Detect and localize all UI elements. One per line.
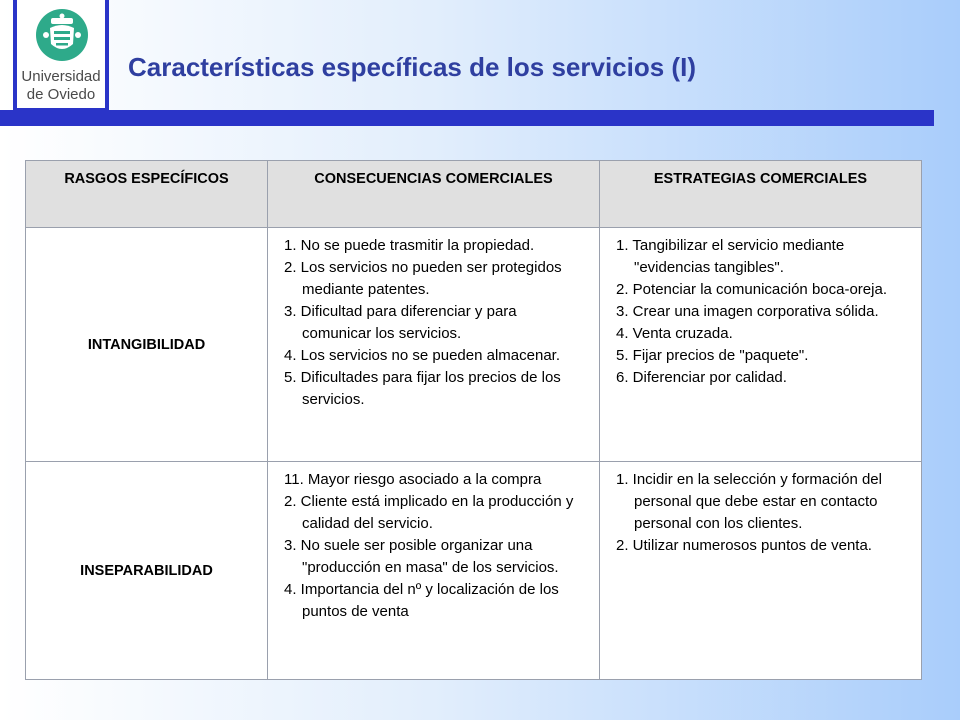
- list-item: 3. Crear una imagen corporativa sólida.: [616, 303, 879, 320]
- list-item: 1. No se puede trasmitir la propiedad.: [284, 237, 535, 254]
- strategies-list: [616, 469, 911, 557]
- services-table-container: [25, 160, 921, 680]
- strategies-cell: [600, 462, 922, 680]
- university-logo: [13, 0, 109, 112]
- trait-cell: INTANGIBILIDAD: [26, 228, 268, 462]
- consequences-cell: [268, 228, 600, 462]
- list-item: 5. Fijar precios de "paquete".: [616, 347, 809, 364]
- header-bar: [0, 110, 934, 126]
- list-item: 4. Venta cruzada.: [616, 325, 733, 342]
- list-item: 11. Mayor riesgo asociado a la compra: [284, 471, 542, 488]
- list-item: 1. Tangibilizar el servicio mediante "evidencias tangibles".: [616, 237, 845, 276]
- list-item: 5. Dificultades para fijar los precios de los servicios.: [284, 369, 561, 408]
- list-item: 2. Potenciar la comunicación boca-oreja.: [616, 281, 887, 298]
- services-table: [25, 160, 922, 680]
- strategies-list: [616, 235, 911, 389]
- consequences-list: [284, 235, 589, 411]
- list-item: 2. Utilizar numerosos puntos de venta.: [616, 537, 872, 554]
- logo-line-1: Universidad: [21, 68, 101, 85]
- page-title: Características específicas de los servicios (I): [128, 52, 696, 82]
- header-strategies: ESTRATEGIAS COMERCIALES: [600, 161, 922, 228]
- list-item: 3. Dificultad para diferenciar y para comunicar los servicios.: [284, 303, 517, 342]
- list-item: 1. Incidir en la selección y formación del personal que debe estar en contacto personal con los clientes.: [616, 471, 882, 532]
- consequences-list: [284, 469, 589, 623]
- list-item: 6. Diferenciar por calidad.: [616, 369, 787, 386]
- trait-cell: INSEPARABILIDAD: [26, 462, 268, 680]
- table-row: [26, 462, 922, 680]
- list-item: 4. Los servicios no se pueden almacenar.: [284, 347, 560, 364]
- table-row: [26, 228, 922, 462]
- header-traits: RASGOS ESPECÍFICOS: [26, 161, 268, 228]
- consequences-cell: [268, 462, 600, 680]
- table-header-row: [26, 161, 922, 228]
- list-item: 2. Cliente está implicado en la producción y calidad del servicio.: [284, 493, 574, 532]
- university-emblem-icon: [35, 8, 89, 62]
- list-item: 3. No suele ser posible organizar una "producción en masa" de los servicios.: [284, 537, 559, 576]
- list-item: 4. Importancia del nº y localización de los puntos de venta: [284, 581, 559, 620]
- list-item: 2. Los servicios no pueden ser protegidos mediante patentes.: [284, 259, 562, 298]
- strategies-cell: [600, 228, 922, 462]
- logo-line-2: de Oviedo: [26, 86, 96, 103]
- header-consequences: CONSECUENCIAS COMERCIALES: [268, 161, 600, 228]
